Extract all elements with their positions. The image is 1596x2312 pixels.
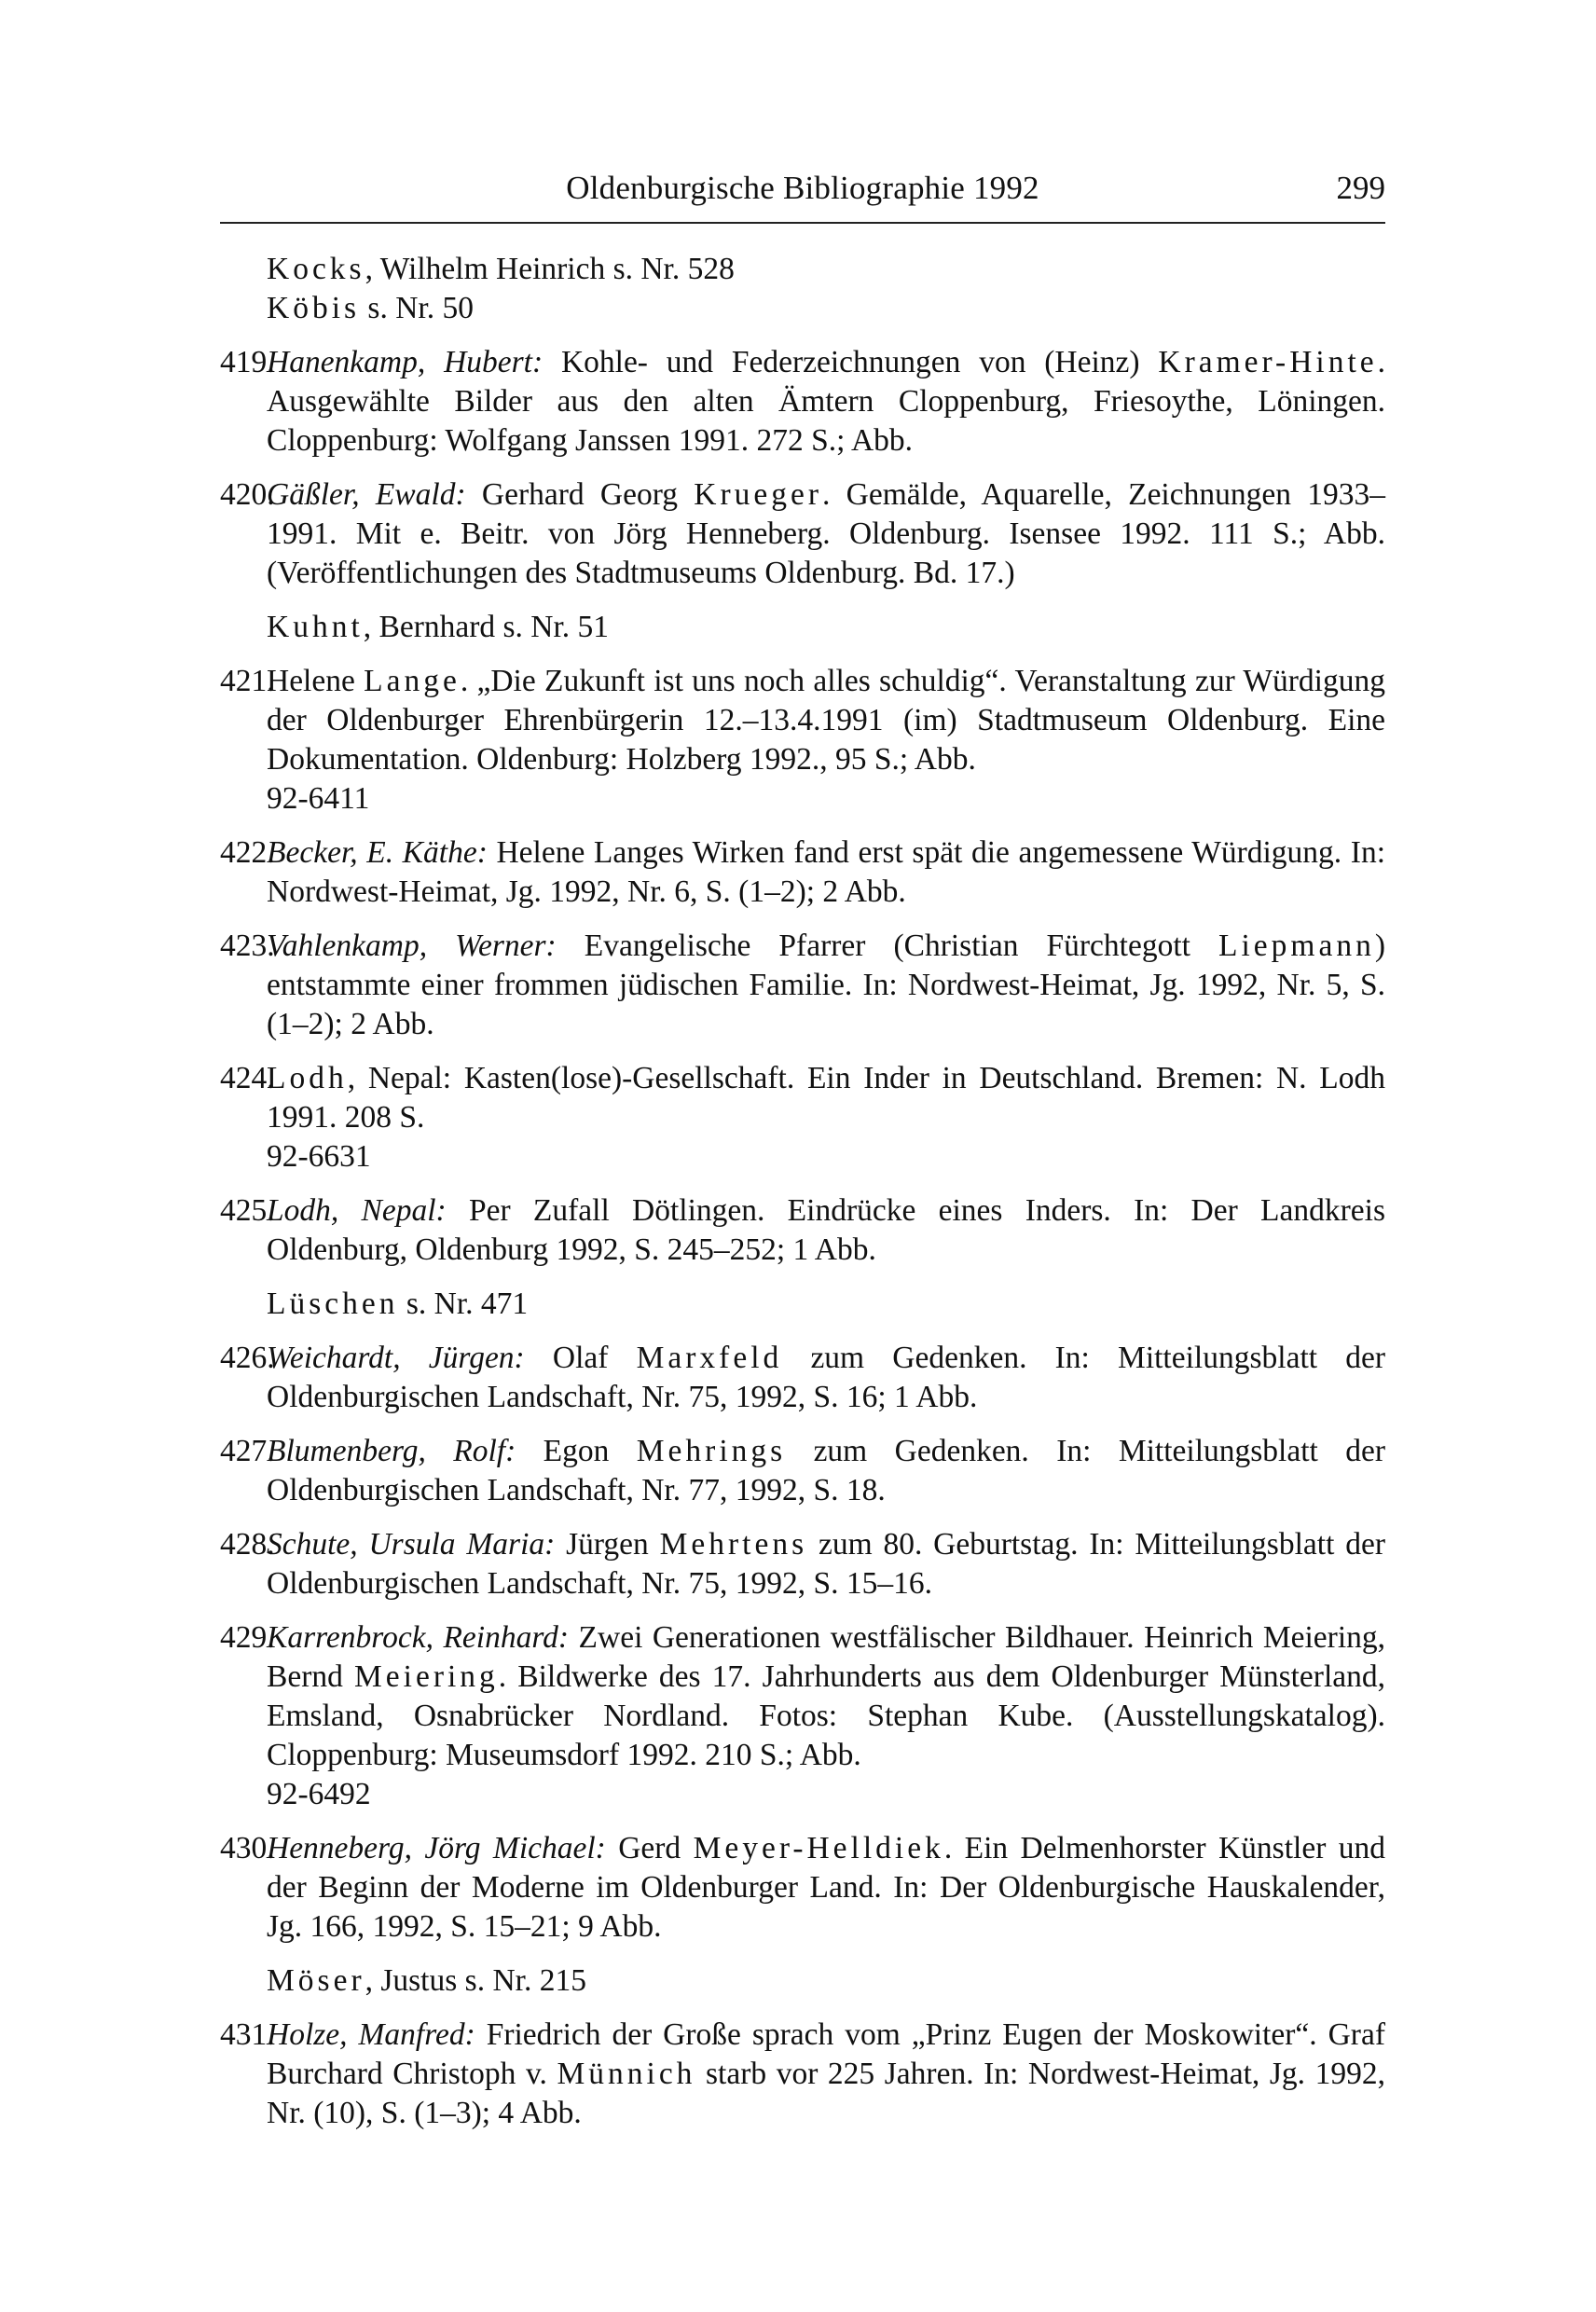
running-header: [220, 170, 1385, 211]
entry-431: 431. Holze, Manfred: Friedrich der Große sprach vom „Prinz Eugen der Moskowiter“. Graf Burchard Christoph v. Münnich starb vor 225 Jahren. In: Nordwest-Heimat, Jg. 1992, Nr. (10), S. (1–3); 4 Abb.: [220, 2017, 1385, 2130]
header-rule: [220, 222, 1385, 224]
signature: 92-6492: [267, 1777, 371, 1811]
entry-428: 428. Schute, Ursula Maria: Jürgen Mehrtens zum 80. Geburtstag. In: Mitteilungsblatt der Oldenburgischen Landschaft, Nr. 75, 1992, S. 15–16.: [220, 1527, 1385, 1601]
entry-422: 422. Becker, E. Käthe: Helene Langes Wirken fand erst spät die angemessene Würdigung. In: Nordwest-Heimat, Jg. 1992, Nr. 6, S. (1–2); 2 Abb.: [220, 835, 1385, 909]
entry-425: 425. Lodh, Nepal: Per Zufall Dötlingen. Eindrücke eines Inders. In: Der Landkreis Oldenburg, Oldenburg 1992, S. 245–252; 1 Abb.: [220, 1193, 1386, 1267]
cross-reference: Lüschen s. Nr. 471: [267, 1287, 529, 1321]
entry-421: 421. Helene Lange. „Die Zukunft ist uns noch alles schuldig“. Veranstaltung zur Würdigung der Oldenburger Ehrenbürgerin 12.–13.4.1991 (im) Stadtmuseum Oldenburg. Eine Dokumentation. Oldenburg: Holzberg 1992., 95 S.; Abb. 92-6411: [220, 662, 1385, 819]
cross-reference: Kuhnt, Bernhard s. Nr. 51: [267, 610, 610, 644]
entry-423: 423. Vahlenkamp, Werner: Evangelische Pfarrer (Christian Fürchtegott Liepmann) entstammte einer frommen jüdischen Familie. In: Nordwest-Heimat, Jg. 1992, Nr. 5, S. (1–2); 2 Abb.: [220, 929, 1385, 1041]
entry-427: 427. Blumenberg, Rolf: Egon Mehrings zum Gedenken. In: Mitteilungsblatt der Oldenburgischen Landschaft, Nr. 77, 1992, S. 18.: [220, 1434, 1386, 1507]
header-title: Oldenburgische Bibliographie 1992: [566, 170, 1039, 206]
entry-429: 429. Karrenbrock, Reinhard: Zwei Generationen westfälischer Bildhauer. Heinrich Meiering, Bernd Meiering. Bildwerke des 17. Jahrhunderts aus dem Oldenburger Münsterland, Emsland, Osnabrücker Nordland. Fotos: Stephan Kube. (Ausstellungskatalog). Cloppenburg: Museumsdorf 1992. 210 S.; Abb. 92-6492: [220, 1618, 1385, 1814]
entry-419: 419. Hanenkamp, Hubert: Kohle- und Federzeichnungen von (Heinz) Kramer-Hinte. Ausgewählte Bilder aus den alten Ämtern Cloppenburg, Friesoythe, Löningen. Cloppenburg: Wolfgang Janssen 1991. 272 S.; Abb.: [220, 345, 1385, 458]
signature: 92-6631: [267, 1139, 371, 1174]
bibliography-list: [220, 250, 1385, 2133]
entry-426: 426. Weichardt, Jürgen: Olaf Marxfeld zum Gedenken. In: Mitteilungsblatt der Oldenburgischen Landschaft, Nr. 75, 1992, S. 16; 1 Abb.: [220, 1341, 1386, 1414]
cross-reference: Köbis s. Nr. 50: [267, 291, 474, 325]
entry-420: 420. Gäßler, Ewald: Gerhard Georg Krueger. Gemälde, Aquarelle, Zeichnungen 1933–1991. Mit e. Beitr. von Jörg Henneberg. Oldenburg. Isensee 1992. 111 S.; Abb. (Veröffentlichungen des Stadtmuseums Oldenburg. Bd. 17.): [220, 477, 1385, 590]
page-number: 299: [1336, 170, 1385, 206]
signature: 92-6411: [267, 781, 370, 816]
entry-424: 424. Lodh, Nepal: Kasten(lose)-Gesellschaft. Ein Inder in Deutschland. Bremen: N. Lodh 1991. 208 S. 92-6631: [220, 1059, 1385, 1177]
cross-reference: Möser, Justus s. Nr. 215: [267, 1963, 586, 1998]
cross-reference: Kocks, Wilhelm Heinrich s. Nr. 528: [267, 252, 735, 286]
entry-430: 430. Henneberg, Jörg Michael: Gerd Meyer-Helldiek. Ein Delmenhorster Künstler und der Beginn der Moderne im Oldenburger Land. In: Der Oldenburgische Hauskalender, Jg. 166, 1992, S. 15–21; 9 Abb.: [220, 1831, 1385, 1944]
